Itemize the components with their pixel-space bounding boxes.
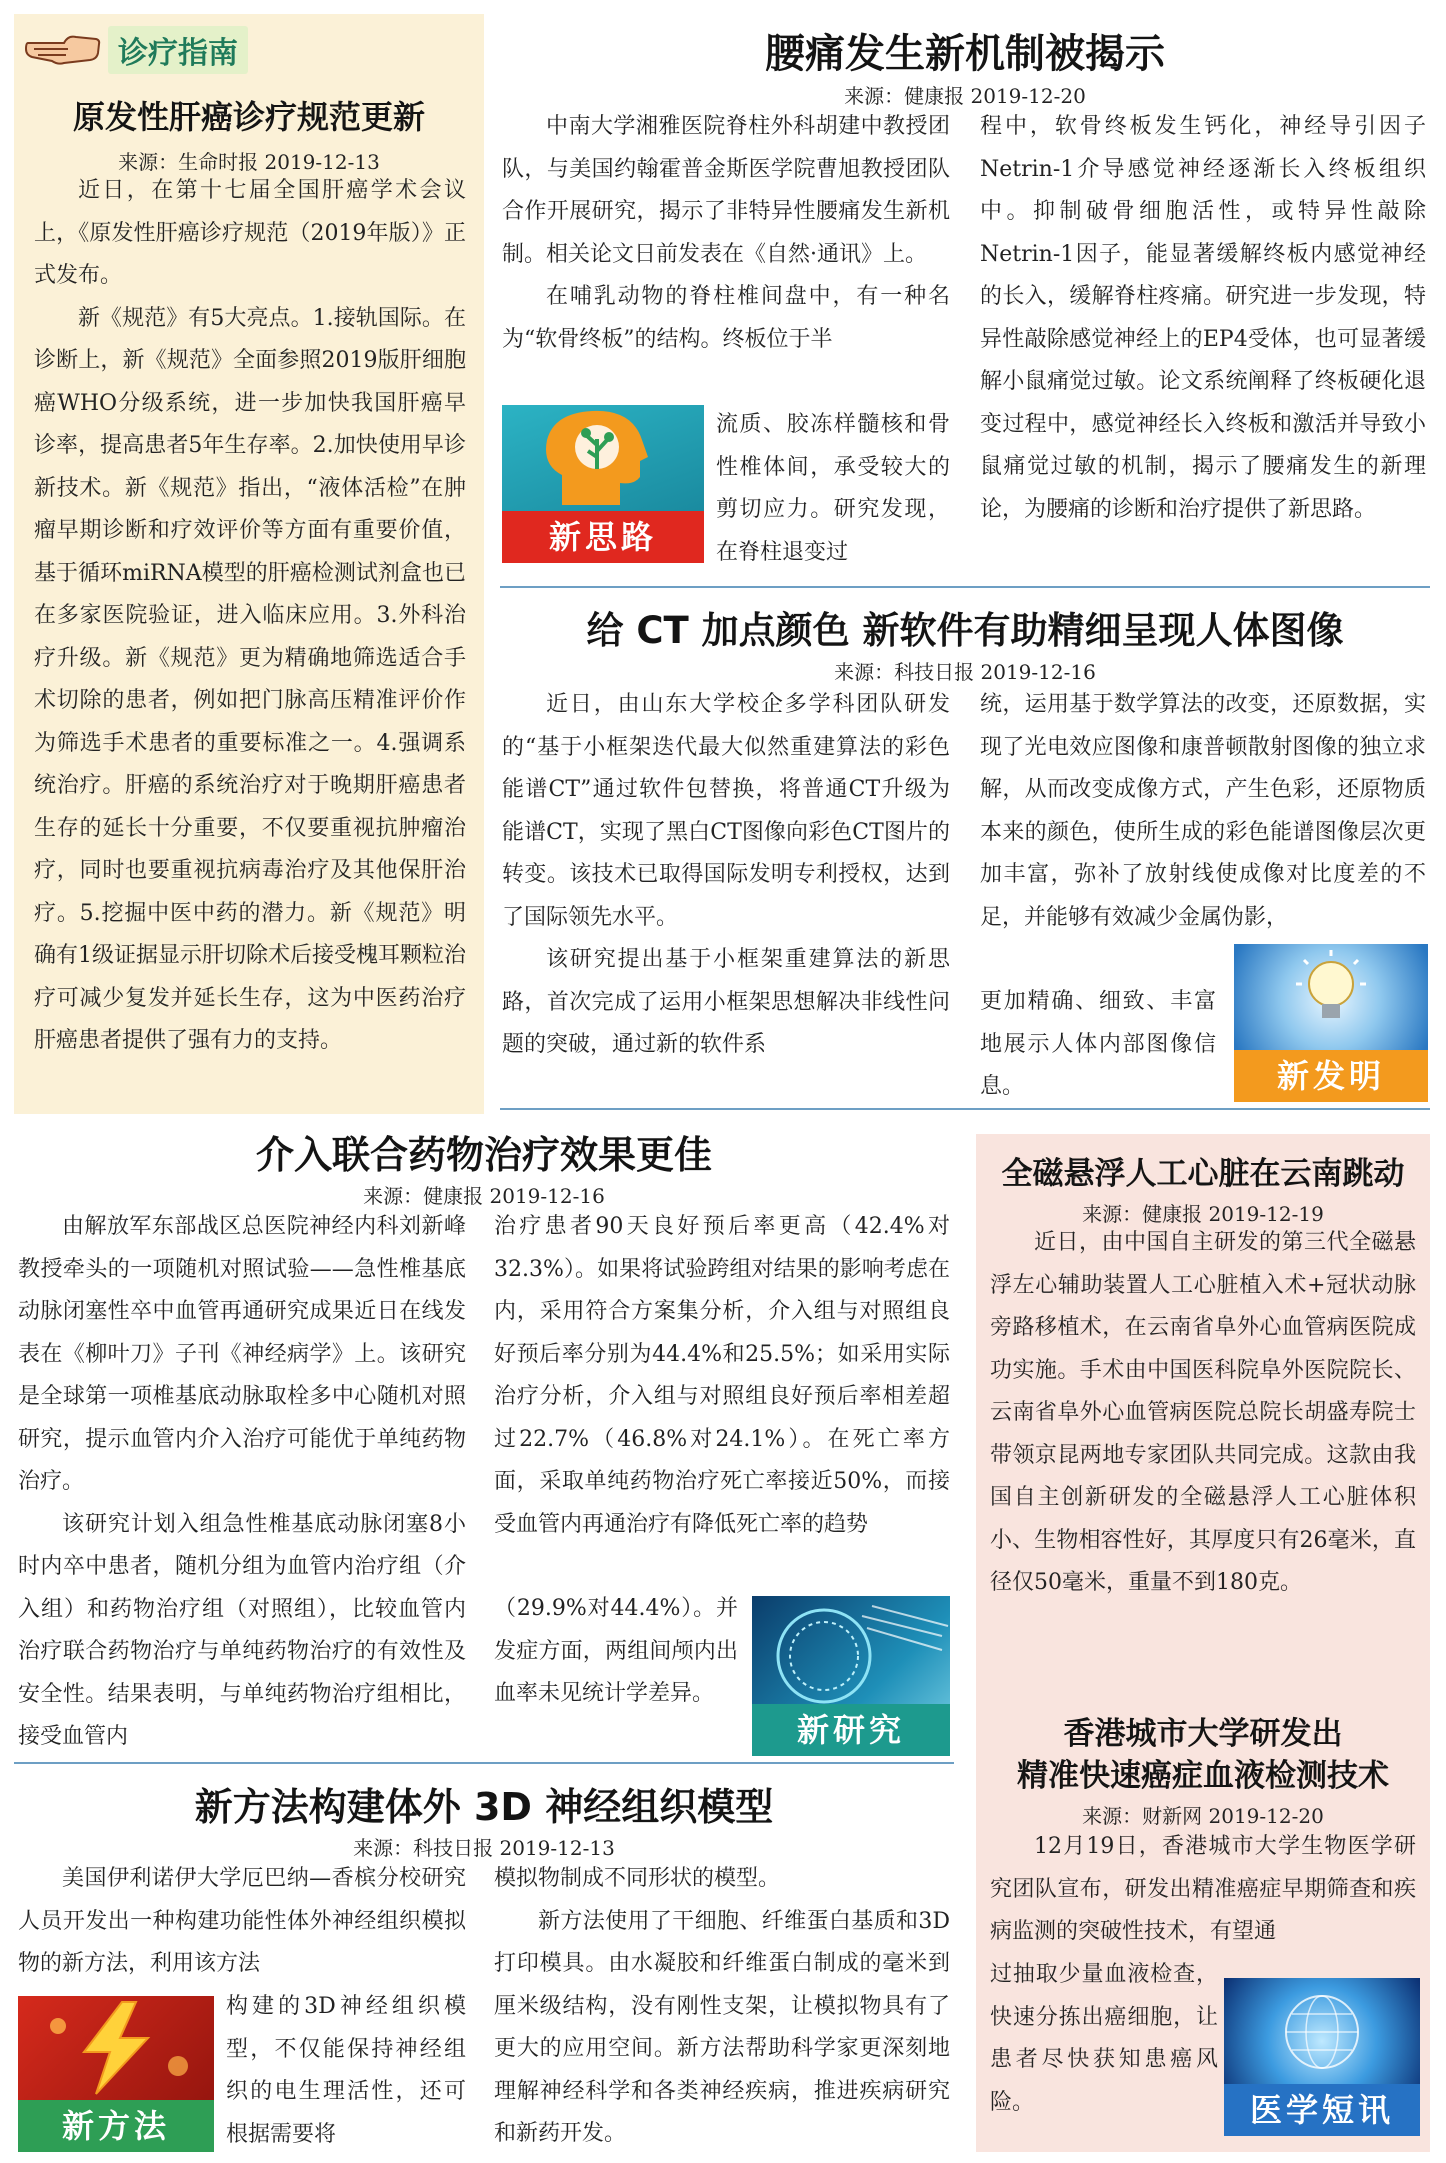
article-body xyxy=(18,1206,466,1759)
paragraph: 构建的3D神经组织模型，不仅能保持神经组织的电生理活性，还可根据需要将 xyxy=(226,1994,466,2147)
article-body xyxy=(34,170,466,1063)
image-label: 新方法 xyxy=(18,2100,214,2152)
paragraph: 由解放军东部战区总医院神经内科刘新峰教授牵头的一项随机对照试验——急性椎基底动脉闭塞性卒中血管再通研究成果近日在线发表在《柳叶刀》子刊《神经病学》上。该研究是全球第一项椎基底动脉取栓多中心随机对照研究，提示血管内介入治疗可能优于单纯药物治疗。 xyxy=(18,1214,466,1494)
article-body xyxy=(990,1826,1416,1954)
article-body xyxy=(502,106,950,361)
article-source: 来源：财新网 2019-12-20 xyxy=(1082,1804,1324,1828)
article-source: 来源：科技日报 2019-12-16 xyxy=(834,660,1096,684)
article-source: 来源：科技日报 2019-12-13 xyxy=(353,1836,615,1860)
globe-network-icon xyxy=(1224,1978,1420,2084)
article-title: 精准快速癌症血液检测技术 xyxy=(1017,1758,1389,1794)
article-source: 来源：生命时报 2019-12-13 xyxy=(118,150,380,174)
image-label: 新发明 xyxy=(1234,1050,1428,1102)
article-body xyxy=(494,1588,738,1716)
image-new-method xyxy=(18,1996,214,2152)
article-source: 来源：健康报 2019-12-16 xyxy=(363,1184,605,1208)
article-title: 腰痛发生新机制被揭示 xyxy=(765,31,1165,77)
paragraph: 新方法使用了干细胞、纤维蛋白基质和3D打印模具。由水凝胶和纤维蛋白制成的毫米到厘米级结构，没有刚性支架，让模拟物具有了更大的应用空间。新方法帮助科学家更深刻地理解神经科学和各类神经疾病，推进疾病研究和新药开发。 xyxy=(494,1908,950,2146)
article-body xyxy=(990,1954,1218,2124)
article-title: 香港城市大学研发出 xyxy=(1063,1716,1343,1752)
image-new-research xyxy=(752,1596,950,1756)
article-body xyxy=(226,1986,466,2156)
paragraph: （29.9%对44.4%）。并发症方面，两组间颅内出血率未见统计学差异。 xyxy=(494,1596,738,1706)
divider xyxy=(500,1108,1430,1110)
section-tag-label: 诊疗指南 xyxy=(108,26,248,74)
article-title: 原发性肝癌诊疗规范更新 xyxy=(72,98,425,136)
head-lightbulb-icon xyxy=(502,405,704,511)
article-body xyxy=(716,404,950,574)
article-title: 新方法构建体外 3D 神经组织模型 xyxy=(194,1785,774,1829)
lightbulb-icon xyxy=(1234,944,1428,1050)
image-new-invention xyxy=(1234,944,1428,1102)
paragraph: 模拟物制成不同形状的模型。 xyxy=(494,1866,781,1891)
paragraph: 美国伊利诺伊大学厄巴纳—香槟分校研究人员开发出一种构建功能性体外神经组织模拟物的新方法，利用该方法 xyxy=(18,1866,466,1976)
paragraph: 该研究计划入组急性椎基底动脉闭塞8小时内卒中患者，随机分组为血管内治疗组（介入组）和药物治疗组（对照组），比较血管内治疗联合药物治疗与单纯药物治疗的有效性及安全性。结果表明，与单纯药物治疗组相比，接受血管内 xyxy=(18,1511,466,1749)
article-body xyxy=(980,684,1426,939)
article-source: 来源：健康报 2019-12-19 xyxy=(1082,1202,1324,1226)
article-title: 给 CT 加点颜色 新软件有助精细呈现人体图像 xyxy=(586,609,1344,652)
paragraph: 新《规范》有5大亮点。1.接轨国际。在诊断上，新《规范》全面参照2019版肝细胞癌WHO分级系统，进一步加快我国肝癌早诊率，提高患者5年生存率。2.加快使用早诊新技术。新《规范》指出，“液体活检”在肿瘤早期诊断和疗效评价等方面有重要价值，基于循环miRNA模型的肝癌检测试剂盒也已在多家医院验证，进入临床应用。3.外科治疗升级。新《规范》更为精确地筛选适合手术切除的患者，例如把门脉高压精准评价作为筛选手术患者的重要标准之一。4.强调系统治疗。肝癌的系统治疗对于晚期肝癌患者生存的延长十分重要，不仅要重视抗肿瘤治疗，同时也要重视抗病毒治疗及其他保肝治疗。5.挖掘中医中药的潜力。新《规范》明确有1级证据显示肝切除术后接受槐耳颗粒治疗可减少复发并延长生存，这为中医药治疗肝癌患者提供了强有力的支持。 xyxy=(34,305,466,1053)
paragraph: 程中，软骨终板发生钙化，神经导引因子Netrin-1介导感觉神经逐渐长入终板组织中。抑制破骨细胞活性，或特异性敲除Netrin-1因子，能显著缓解终板内感觉神经的长入，缓解脊柱疼痛。研究进一步发现，特异性敲除感觉神经上的EP4受体，也可显著缓解小鼠痛觉过敏。论文系统阐释了终板硬化退变过程中，感觉神经长入终板和激活并导致小鼠痛觉过敏的机制，揭示了腰痛发生的新理论，为腰痛的诊断和治疗提供了新思路。 xyxy=(980,114,1426,522)
lightning-icon xyxy=(18,1996,214,2100)
paragraph: 治疗患者90天良好预后率更高（42.4%对32.3%）。如果将试验跨组对结果的影响考虑在内，采用符合方案集分析，介入组与对照组良好预后率分别为44.4%和25.5%；如采用实际治疗分析，介入组与对照组良好预后率相差超过22.7%（46.8%对24.1%）。在死亡率方面，采取单纯药物治疗死亡率接近50%，而接受血管内再通治疗有降低死亡率的趋势 xyxy=(494,1214,950,1537)
paragraph: 近日，由中国自主研发的第三代全磁悬浮左心辅助装置人工心脏植入术+冠状动脉旁路移植术，在云南省阜外心血管病医院成功实施。手术由中国医科院阜外医院院长、云南省阜外心血管病医院总院长胡盛寿院士带领京昆两地专家团队共同完成。这款由我国自主创新研发的全磁悬浮人工心脏体积小、生物相容性好，其厚度只有26毫米，直径仅50毫米，重量不到180克。 xyxy=(990,1230,1416,1595)
pointing-hand-icon xyxy=(24,29,102,71)
paragraph: 流质、胶冻样髓核和骨性椎体间，承受较大的剪切应力。研究发现，在脊柱退变过 xyxy=(716,412,950,565)
section-tag xyxy=(24,26,248,74)
article-title: 介入联合药物治疗效果更佳 xyxy=(255,1133,712,1177)
paragraph: 12月19日，香港城市大学生物医学研究团队宣布，研发出精准癌症早期筛查和疾病监测的突破性技术，有望通 xyxy=(990,1834,1416,1944)
image-label: 新思路 xyxy=(502,511,704,563)
paragraph: 近日，由山东大学校企多学科团队研发的“基于小框架迭代最大似然重建算法的彩色能谱CT”通过软件包替换，将普通CT升级为能谱CT，实现了黑白CT图像向彩色CT图片的转变。该技术已取得国际发明专利授权，达到了国际领先水平。 xyxy=(502,692,950,930)
image-label: 医学短讯 xyxy=(1224,2084,1420,2136)
paragraph: 过抽取少量血液检查，快速分拣出癌细胞，让患者尽快获知患癌风险。 xyxy=(990,1962,1218,2115)
article-source: 来源：健康报 2019-12-20 xyxy=(844,84,1086,108)
article-title: 全磁悬浮人工心脏在云南跳动 xyxy=(1001,1156,1405,1192)
article-body xyxy=(494,1206,950,1546)
image-label: 新研究 xyxy=(752,1704,950,1756)
paragraph: 在哺乳动物的脊柱椎间盘中，有一种名为“软骨终板”的结构。终板位于半 xyxy=(502,284,950,352)
cell-network-icon xyxy=(752,1596,950,1704)
paragraph: 更加精确、细致、丰富地展示人体内部图像信息。 xyxy=(980,989,1216,1099)
paragraph: 近日，在第十七届全国肝癌学术会议上，《原发性肝癌诊疗规范（2019年版）》正式发布。 xyxy=(34,178,466,288)
article-body xyxy=(980,106,1426,531)
divider xyxy=(500,586,1430,588)
article-body xyxy=(494,1858,950,2156)
paragraph: 该研究提出基于小框架重建算法的新思路，首次完成了运用小框架思想解决非线性问题的突破，通过新的软件系 xyxy=(502,947,950,1057)
image-medical-news xyxy=(1224,1978,1420,2136)
article-body xyxy=(990,1222,1416,1605)
article-body xyxy=(18,1858,466,1986)
paragraph: 统，运用基于数学算法的改变，还原数据，实现了光电效应图像和康普顿散射图像的独立求解，从而改变成像方式，产生色彩，还原物质本来的颜色，使所生成的彩色能谱图像层次更加丰富，弥补了放射线使成像对比度差的不足，并能够有效减少金属伪影， xyxy=(980,692,1426,930)
divider xyxy=(14,1762,954,1764)
paragraph: 中南大学湘雅医院脊柱外科胡建中教授团队，与美国约翰霍普金斯医学院曹旭教授团队合作开展研究，揭示了非特异性腰痛发生新机制。相关论文日前发表在《自然·通讯》上。 xyxy=(502,114,950,267)
image-new-thinking xyxy=(502,405,704,563)
article-body xyxy=(502,684,950,1067)
article-body xyxy=(980,981,1216,1109)
